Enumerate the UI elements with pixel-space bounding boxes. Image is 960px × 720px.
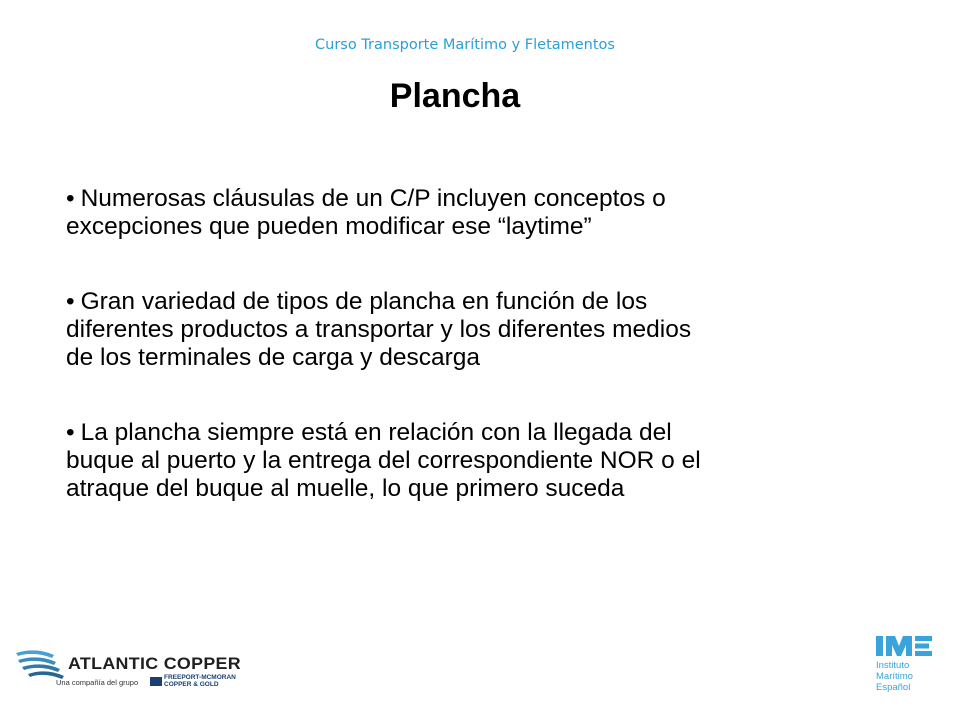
- bullet-item: [66, 288, 916, 372]
- atlantic-tagline: Una compañía del grupo: [56, 678, 139, 687]
- bullet-line: diferentes productos a transportar y los diferentes medios: [66, 316, 692, 343]
- atlantic-copper-logo: [14, 645, 241, 695]
- bullet-marker: •: [66, 419, 75, 446]
- bullet-line: La plancha siempre está en relación con la llegada del: [80, 419, 672, 446]
- bullet-line: buque al puerto y la entrega del correspondiente NOR o el: [66, 447, 701, 474]
- fcx-mark: [150, 677, 162, 686]
- fcx-line-2: COPPER & GOLD: [164, 681, 219, 688]
- bullet-marker: •: [66, 288, 75, 315]
- slide-title: Plancha: [389, 77, 521, 115]
- bullet-line: Gran variedad de tipos de plancha en función de los: [80, 288, 648, 315]
- bullet-item: [66, 185, 916, 241]
- bullet-line: atraque del buque al muelle, lo que primero suceda: [66, 475, 625, 502]
- atlantic-copper-name: ATLANTIC COPPER: [68, 654, 241, 673]
- bullet-marker: •: [66, 185, 75, 212]
- fcx-line-1: FREEPORT-MCMORAN: [164, 674, 236, 681]
- bullet-list: [66, 185, 916, 550]
- ime-logo: [874, 634, 938, 704]
- ime-caption: [876, 660, 913, 693]
- bullet-line: excepciones que pueden modificar ese “laytime”: [66, 213, 592, 240]
- ime-line-1: Instituto: [876, 660, 910, 671]
- ime-line-2: Marítimo: [876, 671, 913, 682]
- ime-mark-icon: [874, 634, 934, 658]
- bullet-line: Numerosas cláusulas de un C/P incluyen conceptos o: [80, 185, 666, 212]
- bullet-line: de los terminales de carga y descarga: [66, 344, 480, 371]
- bullet-item: [66, 419, 916, 503]
- course-title: Curso Transporte Marítimo y Fletamentos: [315, 37, 615, 53]
- ime-line-3: Español: [876, 682, 911, 693]
- fcx-name: [164, 674, 236, 688]
